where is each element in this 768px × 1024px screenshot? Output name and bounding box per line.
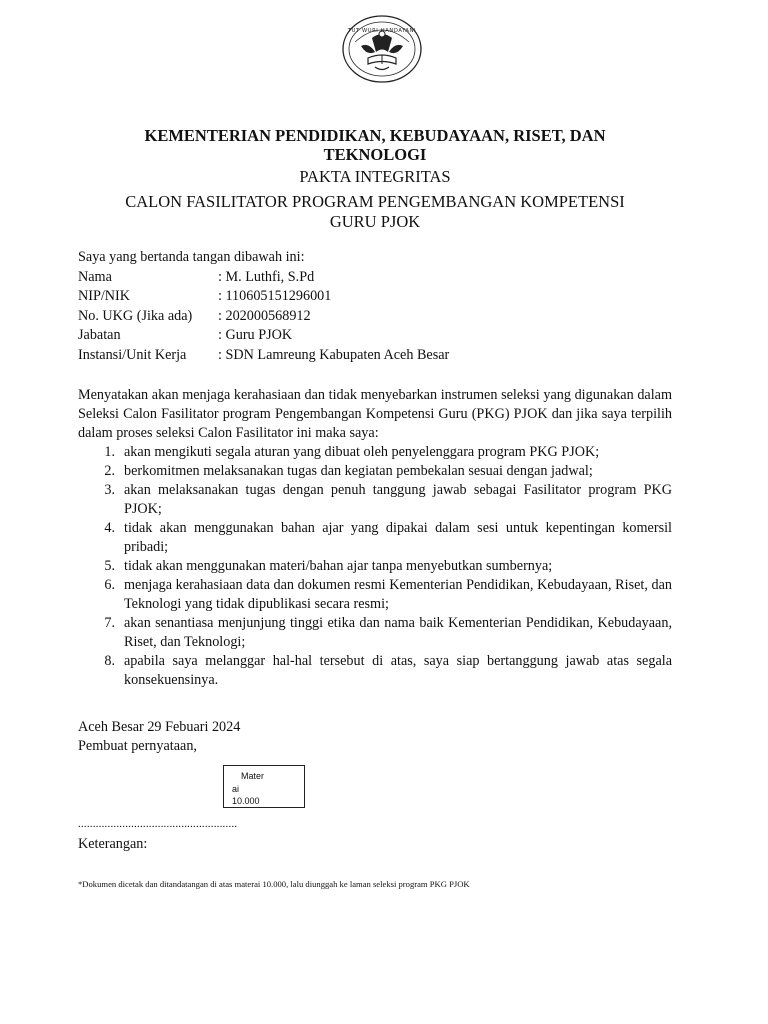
list-number: 8. [104, 653, 115, 669]
ministry-title-line2: TEKNOLOGI [323, 145, 427, 164]
identity-value: : 110605151296001 [218, 288, 332, 305]
list-text: tidak akan menggunakan bahan ajar yang dipakai dalam sesi untuk kepentingan komersil pribadi; [124, 520, 672, 555]
list-item [78, 614, 672, 652]
place-date: Aceh Besar 29 Febuari 2024 [78, 719, 241, 735]
identity-label: No. UKG (Jika ada) [78, 307, 193, 324]
identity-row-institution [78, 346, 449, 365]
footnote: *Dokumen dicetak dan ditandatangan di atas materai 10.000, lalu diunggah ke laman seleksi program PKG PJOK [78, 879, 470, 889]
list-item [78, 576, 672, 614]
identity-row-position [78, 326, 449, 345]
program-title-line1: CALON FASILITATOR PROGRAM PENGEMBANGAN KOMPETENSI [125, 192, 625, 211]
list-text: akan melaksanakan tugas dengan penuh tanggung jawab sebagai Fasilitator program PKG PJOK; [124, 482, 672, 517]
list-text: apabila saya melanggar hal-hal tersebut di atas, saya siap bertanggung jawab atas segala konsekuensinya. [124, 653, 672, 688]
statement-paragraph: Menyatakan akan menjaga kerahasiaan dan tidak menyebarkan instrumen seleksi yang digunakan dalam Seleksi Calon Fasilitator program Pengembangan Kompetensi Guru (PKG) PJOK dan jika saya terpilih dalam proses seleksi Calon Fasilitator ini maka saya: [78, 387, 672, 441]
list-item [78, 481, 672, 519]
stamp-text-line3: 10.000 [232, 796, 260, 806]
identity-value: : M. Luthfi, S.Pd [218, 269, 315, 285]
list-text: menjaga kerahasiaan data dan dokumen resmi Kementerian Pendidikan, Kebudayaan, Riset, dan Teknologi yang tidak dipublikasi secara resmi; [124, 577, 672, 612]
list-number: 6. [104, 577, 115, 593]
identity-label: Jabatan [78, 327, 121, 344]
identity-value: : 202000568912 [218, 307, 311, 324]
list-number: 2. [104, 463, 115, 479]
identity-label: Nama [78, 269, 112, 285]
list-item [78, 652, 672, 690]
identity-value: : Guru PJOK [218, 327, 293, 344]
list-number: 3. [104, 482, 115, 498]
program-title-line2: GURU PJOK [329, 212, 421, 231]
identity-value: : SDN Lamreung Kabupaten Aceh Besar [218, 346, 450, 363]
stamp-text-line1: Mater [241, 771, 265, 781]
commitment-list [78, 443, 672, 690]
identity-row-name [78, 268, 449, 287]
list-number: 1. [104, 444, 115, 460]
identity-table [78, 268, 449, 365]
list-item [78, 519, 672, 557]
list-number: 5. [104, 558, 115, 574]
list-text: akan mengikuti segala aturan yang dibuat oleh penyelenggara program PKG PJOK; [124, 444, 600, 460]
logo-text: TUT WURI HANDAYANI [347, 28, 417, 34]
notes-label: Keterangan: [78, 836, 148, 852]
document-title: PAKTA INTEGRITAS [299, 167, 451, 186]
signature-line: ...................................................... [78, 818, 238, 830]
list-item [78, 557, 672, 576]
list-text: tidak akan menggunakan materi/bahan ajar tanpa menyebutkan sumbernya; [124, 558, 553, 574]
stamp-text-line2: ai [232, 784, 240, 794]
ministry-title-line1: KEMENTERIAN PENDIDIKAN, KEBUDAYAAN, RISET, DAN [144, 126, 606, 145]
list-number: 4. [104, 520, 115, 536]
identity-row-ukg [78, 307, 449, 326]
tut-wuri-handayani-logo-icon [341, 12, 423, 84]
identity-row-nip [78, 287, 449, 306]
identity-label: Instansi/Unit Kerja [78, 346, 187, 363]
program-title [60, 192, 690, 232]
identity-label: NIP/NIK [78, 288, 131, 305]
ministry-title [60, 126, 690, 164]
list-text: akan senantiasa menjunjung tinggi etika dan nama baik Kementerian Pendidikan, Kebudayaan, Riset, dan Teknologi; [124, 615, 672, 650]
list-number: 7. [104, 615, 115, 631]
list-text: berkomitmen melaksanakan tugas dan kegiatan pembekalan sesuai dengan jadwal; [124, 463, 593, 479]
statement-maker-label: Pembuat pernyataan, [78, 738, 197, 754]
list-item [78, 443, 672, 462]
identity-intro: Saya yang bertanda tangan dibawah ini: [78, 249, 305, 265]
list-item [78, 462, 672, 481]
duty-stamp-box [223, 765, 305, 808]
